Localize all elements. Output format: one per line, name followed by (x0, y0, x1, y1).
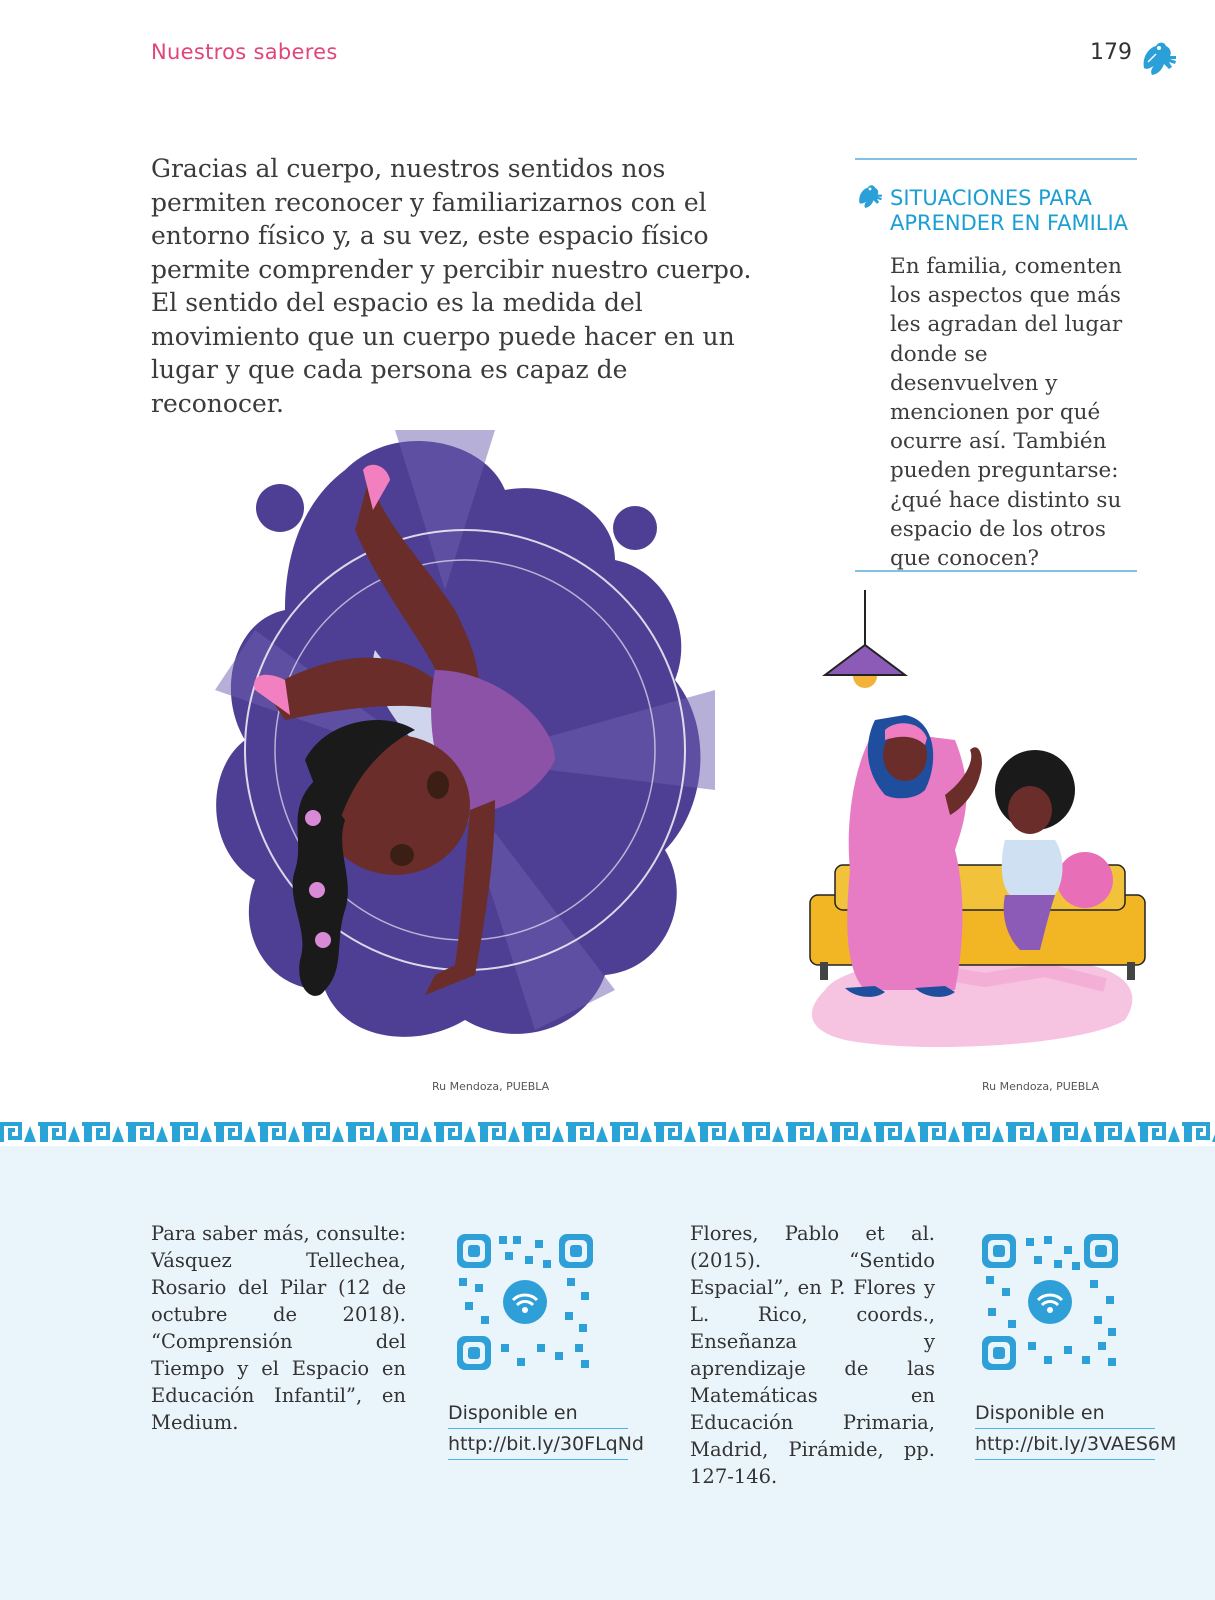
hand-glyph-icon (855, 182, 885, 210)
reference-2-availability (975, 1398, 1176, 1460)
box-text: En familia, comenten los aspectos que más les agradan del lugar donde se desenvuelven y mencionen por qué ocurre así. También pueden preguntarse: ¿qué hace distinto su espacio de los otros que conocen? (890, 254, 1123, 572)
qr-code-2[interactable] (980, 1232, 1120, 1372)
divider (448, 1459, 628, 1460)
family-situations-box (855, 158, 1137, 572)
divider (975, 1459, 1155, 1460)
reference-1-link[interactable]: http://bit.ly/30FLqNd (448, 1433, 644, 1455)
reference-1-text: Para saber más, consulte: Vásquez Tellechea, Rosario del Pilar (12 de octubre de 2018). “Comprensión del Tiempo y el Espacio en Educación Infantil”, en Medium. (151, 1222, 406, 1434)
section-title: Nuestros saberes (151, 40, 338, 64)
box-title-line1: SITUACIONES PARA (890, 186, 1092, 210)
girl-handstand-illustration (195, 430, 715, 1060)
family-sofa-illustration (805, 590, 1150, 1065)
reference-1-available-label: Disponible en (448, 1402, 578, 1424)
main-paragraph: Gracias al cuerpo, nuestros sentidos nos permiten reconocer y familiarizarnos con el entorno físico y, a su vez, este espacio físico permite comprender y percibir nuestro cuerpo. El sentido del espacio es la medida del movimiento que un cuerpo puede hacer en un lugar y que cada persona es capaz de reconocer. (151, 154, 752, 418)
box-title (890, 186, 1140, 236)
reference-1-availability (448, 1398, 644, 1460)
illustration-credit-left: Ru Mendoza, PUEBLA (432, 1080, 550, 1093)
illustration-credit-right: Ru Mendoza, PUEBLA (982, 1080, 1100, 1093)
hand-glyph-icon (1138, 38, 1180, 78)
box-title-line2: APRENDER EN FAMILIA (890, 211, 1129, 235)
reference-2-text: Flores, Pablo et al. (2015). “Sentido Espacial”, en P. Flores y L. Rico, coords., Enseñanza y aprendizaje de las Matemáticas en Educación Primaria, Madrid, Pirámide, pp. 127-146. (690, 1222, 935, 1488)
reference-2-available-label: Disponible en (975, 1402, 1105, 1424)
page-number: 179 (1090, 40, 1132, 65)
qr-code-1[interactable] (455, 1232, 595, 1372)
reference-2-link[interactable]: http://bit.ly/3VAES6M (975, 1433, 1177, 1455)
greek-key-border (0, 1118, 1215, 1148)
